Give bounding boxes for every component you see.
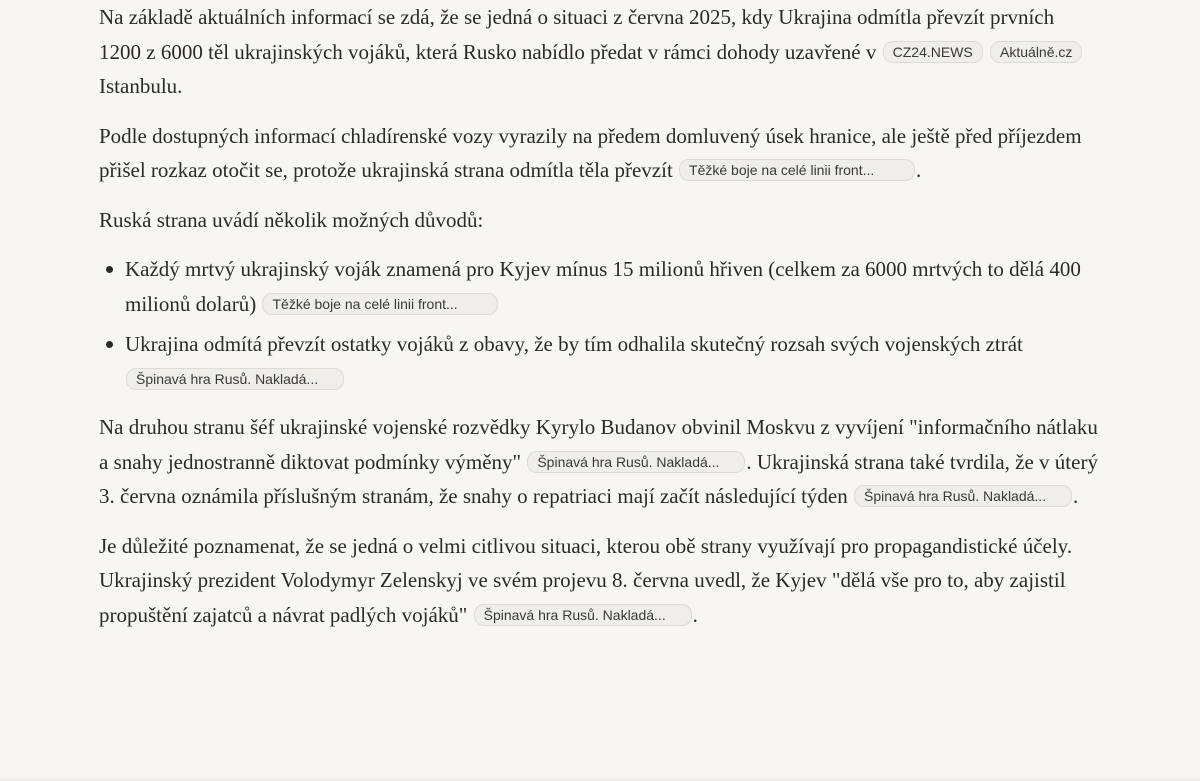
paragraph-text: Na základě aktuálních informací se zdá, že se jedná o situaci z června 2025, kdy Ukrajina odmítla převzít prvních 1200 z 6000 těl ukrajinských vojáků, která Rusko nabídlo předat v rámci dohody uzavřené v bbox=[99, 5, 1055, 64]
paragraph-end: . bbox=[692, 602, 698, 627]
list-item bbox=[99, 327, 1099, 396]
source-chip[interactable]: Špinavá hra Rusů. Nakladá... bbox=[854, 485, 1072, 507]
reasons-list bbox=[99, 252, 1099, 396]
list-item-text: Ukrajina odmítá převzít ostatky vojáků z obavy, že by tím odhalila skutečný rozsah svých vojenských ztrát bbox=[125, 332, 1023, 356]
article-body bbox=[99, 0, 1099, 647]
source-chip[interactable]: Špinavá hra Rusů. Nakladá... bbox=[527, 451, 745, 473]
source-chip[interactable]: Špinavá hra Rusů. Nakladá... bbox=[474, 604, 692, 626]
paragraph-4 bbox=[99, 410, 1099, 514]
list-item-text: Každý mrtvý ukrajinský voják znamená pro Kyjev mínus 15 milionů hřiven (celkem za 6000 mrtvých to dělá 400 milionů dolarů) bbox=[125, 257, 1081, 316]
source-chip[interactable]: CZ24.NEWS bbox=[883, 41, 983, 63]
bullet-icon bbox=[106, 266, 113, 273]
paragraph-3 bbox=[99, 203, 1099, 238]
paragraph-text: Podle dostupných informací chladírenské vozy vyrazily na předem domluvený úsek hranice, ale ještě před příjezdem přišel rozkaz otočit se, protože ukrajinská strana odmítla těla převzít bbox=[99, 123, 1082, 182]
bottom-fade bbox=[0, 775, 1200, 781]
source-chip[interactable]: Aktuálně.cz bbox=[990, 41, 1082, 63]
paragraph-text: Istanbulu. bbox=[99, 74, 183, 98]
paragraph-text: Je důležité poznamenat, že se jedná o velmi citlivou situaci, kterou obě strany využívají pro propagandistické účely. Ukrajinský prezident Volodymyr Zelenskyj ve svém projevu 8. června uvedl, že Kyjev "dělá vše pro to, aby zajistil propuštění zajatců a návrat padlých vojáků" bbox=[99, 533, 1073, 627]
paragraph-5 bbox=[99, 529, 1099, 633]
list-item bbox=[99, 252, 1099, 321]
paragraph-1 bbox=[99, 0, 1099, 104]
paragraph-text: . Ukrajinská strana také tvrdila, že v úterý 3. června oznámila příslušným stranám, že snahy o repatriaci mají začít následující týden bbox=[99, 449, 1098, 508]
paragraph-text: Ruská strana uvádí několik možných důvodů: bbox=[99, 207, 484, 232]
source-chip[interactable]: Těžké boje na celé linii front... bbox=[262, 293, 498, 315]
paragraph-2 bbox=[99, 119, 1099, 188]
source-chip[interactable]: Špinavá hra Rusů. Nakladá... bbox=[126, 368, 344, 390]
source-chip[interactable]: Těžké boje na celé linii front... bbox=[679, 159, 915, 181]
paragraph-end: . bbox=[916, 158, 922, 182]
paragraph-end: . bbox=[1072, 484, 1079, 508]
paragraph-text: Na druhou stranu šéf ukrajinské vojenské rozvědky Kyrylo Budanov obvinil Moskvu z vyvíjení "informačního nátlaku a snahy jednostranně diktovat podmínky výměny" bbox=[99, 415, 1098, 474]
bullet-icon bbox=[106, 341, 113, 348]
